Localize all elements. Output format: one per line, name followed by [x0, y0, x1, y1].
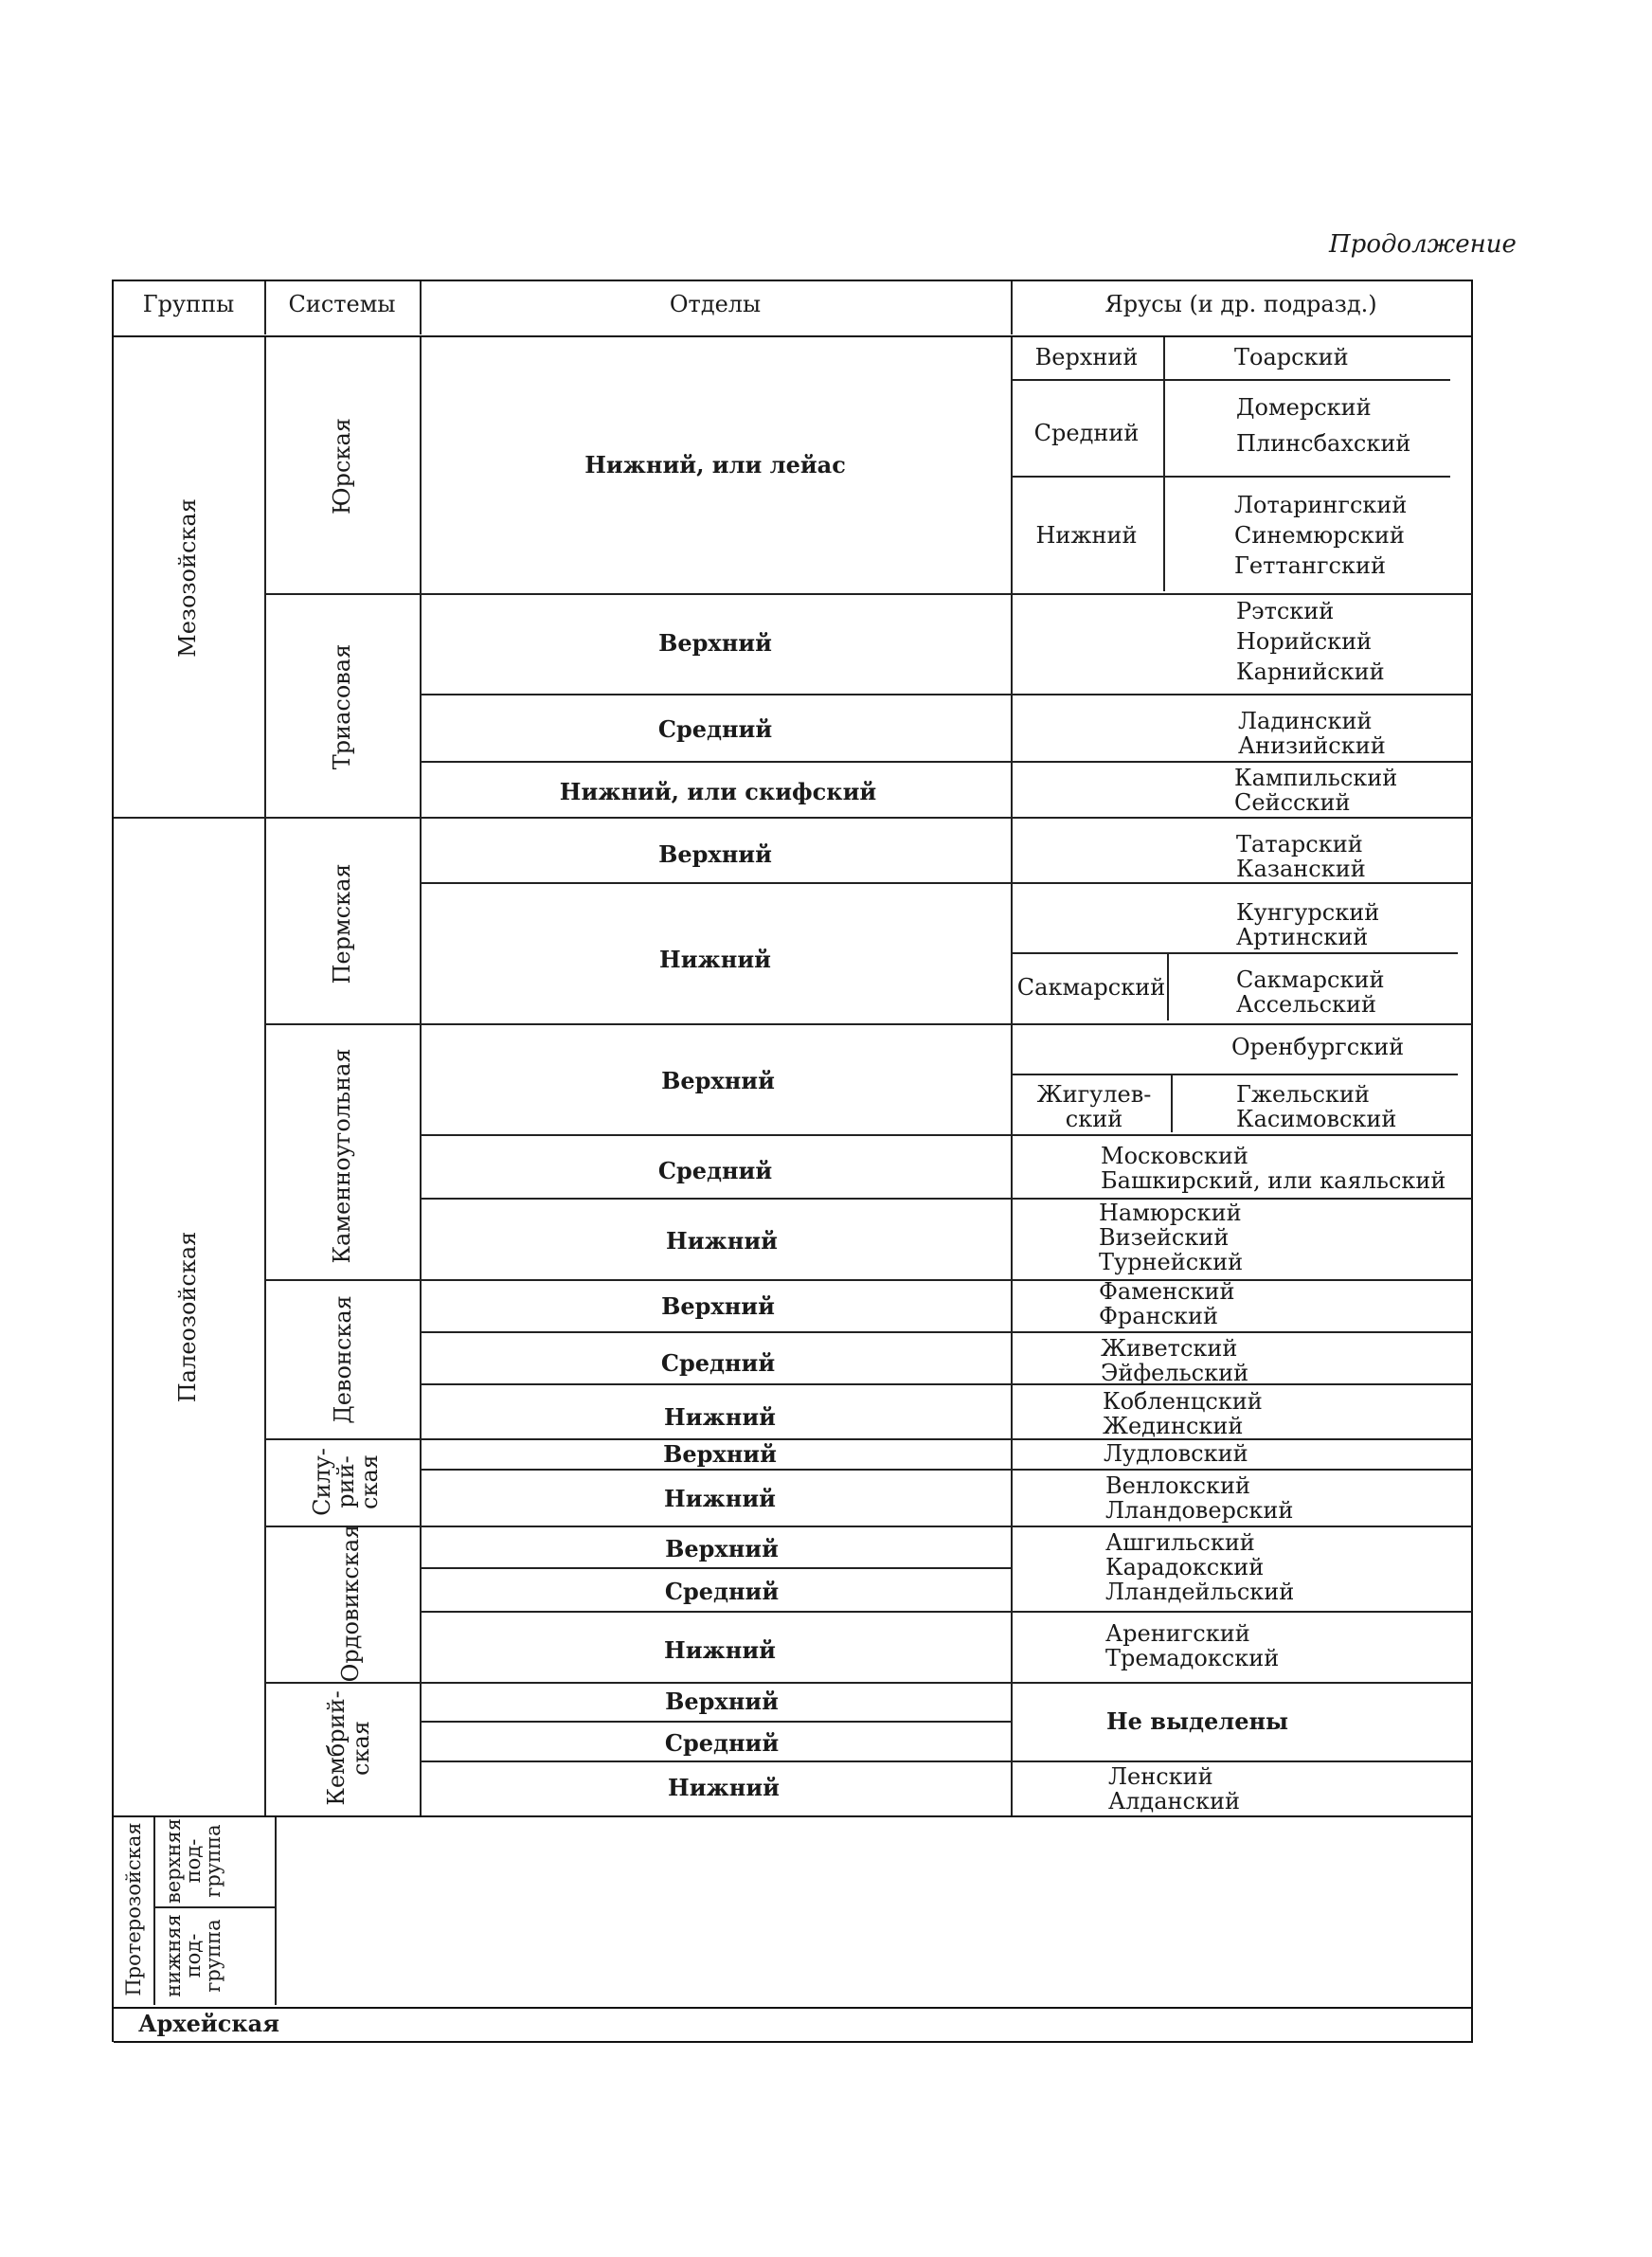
header-sep-3 — [1011, 281, 1013, 334]
silurian-line-3: ская — [356, 1454, 383, 1509]
carbon-div-middle: Средний — [657, 1157, 773, 1184]
proterozoic-col-sep — [275, 1815, 277, 2005]
carbon-stage-bashkirsky: Башкирский, или каяльский — [1101, 1167, 1446, 1194]
triassic-stage-retsky: Рэтский — [1236, 598, 1335, 624]
header-groups: Группы — [142, 291, 235, 317]
jurassic-stage-toarsky: Тоарский — [1234, 344, 1349, 370]
cambr-div-upper: Верхний — [665, 1688, 779, 1715]
jurassic-triassic-divider — [266, 593, 1472, 595]
carbon-row-1 — [422, 1134, 1472, 1136]
triassic-div-upper: Верхний — [658, 629, 772, 657]
table-right-border — [1471, 280, 1473, 2042]
triassic-stage-seyssky: Сейсский — [1234, 789, 1351, 816]
systems-col-sep — [420, 337, 422, 1815]
carbon-stage-namyursky: Намюрский — [1099, 1200, 1242, 1226]
cambrian-line-1: Кембрий- — [323, 1690, 350, 1806]
triassic-stage-noriysky: Норийский — [1236, 628, 1373, 655]
silur-div-upper: Верхний — [663, 1440, 777, 1468]
ordov-stage-tremadoksky: Тремадокский — [1105, 1645, 1280, 1671]
cambr-div-lower: Нижний — [668, 1774, 780, 1801]
ordov-div-lower: Нижний — [664, 1636, 776, 1664]
triassic-stage-kampilsky: Кампильский — [1234, 765, 1398, 791]
cambr-row-2 — [422, 1760, 1472, 1762]
header-sep-1 — [264, 281, 266, 334]
header-sep-2 — [420, 281, 422, 334]
carbon-stage-vizeysky: Визейский — [1099, 1224, 1230, 1251]
silur-stage-ludlovsky: Лудловский — [1104, 1440, 1248, 1467]
permian-sub-sakmarsky: Сакмарский — [1016, 974, 1166, 1001]
carbon-div-upper: Верхний — [661, 1067, 775, 1094]
devon-stage-koblentssky: Кобленцский — [1103, 1388, 1263, 1415]
ordov-stage-karadoksky: Карадокский — [1105, 1554, 1265, 1580]
carbon-stage-turneysky: Турнейский — [1099, 1249, 1244, 1275]
proterozoic-upper-line-2: под- — [182, 1838, 205, 1884]
proterozoic-lower-line-2: под- — [182, 1933, 205, 1978]
carbon-div-lower: Нижний — [666, 1227, 778, 1255]
carbon-stage-moskovsky: Московский — [1101, 1143, 1248, 1169]
header-divisions: Отделы — [669, 291, 762, 317]
proterozoic-upper-line-3: группа — [202, 1824, 224, 1898]
proterozoic-sub-divider — [155, 1906, 275, 1908]
ordov-row-1 — [422, 1567, 1011, 1569]
carbon-devon-divider — [266, 1279, 1472, 1281]
table-bottom-border — [114, 2041, 1473, 2043]
devon-stage-zhivetsky: Живетский — [1101, 1335, 1238, 1362]
jurassic-row-1 — [1013, 379, 1450, 381]
group-mesozoic: Мезозойская — [174, 498, 201, 658]
archean-top-border — [114, 2007, 1473, 2009]
ordov-stage-ashgilsky: Ашгильский — [1105, 1529, 1255, 1556]
triassic-row-1 — [422, 694, 1472, 695]
ordov-row-2 — [422, 1611, 1472, 1613]
permian-stage-kungursky: Кунгурский — [1236, 899, 1380, 926]
carbon-stage-kasimovsky: Касимовский — [1236, 1106, 1397, 1132]
permian-div-upper: Верхний — [658, 840, 772, 868]
carbon-stage-gzhelsky: Гжельский — [1236, 1081, 1370, 1108]
jurassic-sub-lower: Нижний — [1035, 522, 1138, 549]
system-ordovician: Ордовикская — [337, 1524, 364, 1683]
jurassic-sub-sep — [1163, 337, 1165, 591]
jurassic-sub-upper: Верхний — [1034, 344, 1139, 370]
cambr-row-1 — [422, 1721, 1011, 1723]
carbon-sub-sep — [1171, 1075, 1173, 1132]
jurassic-stage-sinemyursky: Синемюрский — [1234, 522, 1405, 549]
devon-stage-zhedinsky: Жединский — [1103, 1413, 1244, 1439]
carbon-row-2 — [422, 1198, 1472, 1200]
group-proterozoic: Протерозойская — [122, 1822, 145, 1996]
silurian-line-1: Силу- — [309, 1448, 335, 1516]
jurassic-stage-domersky: Домерский — [1236, 394, 1372, 421]
cambr-div-middle: Средний — [664, 1729, 780, 1757]
triassic-div-lower: Нижний, или скифский — [559, 778, 877, 805]
devon-div-lower: Нижний — [664, 1403, 776, 1431]
ordov-stage-llandeylsky: Лландейльский — [1105, 1579, 1295, 1605]
jurassic-stage-gettangsky: Геттангский — [1234, 552, 1386, 579]
triassic-stage-karniysky: Карнийский — [1236, 659, 1385, 685]
proterozoic-lower-line-3: группа — [202, 1919, 224, 1993]
permian-stage-tatarsky: Татарский — [1236, 831, 1363, 858]
paleozoic-proterozoic-divider — [114, 1815, 1473, 1817]
permian-sub-row — [1013, 952, 1458, 954]
triassic-div-middle: Средний — [657, 715, 773, 743]
group-archean: Архейская — [138, 2010, 279, 2037]
cambr-stage-aldansky: Алданский — [1108, 1788, 1240, 1815]
proterozoic-upper-line-1: верхняя — [162, 1817, 185, 1905]
devon-row-1 — [422, 1331, 1472, 1333]
system-devonian: Девонская — [330, 1295, 356, 1424]
jurassic-division: Нижний, или лейас — [584, 451, 846, 478]
mesozoic-paleozoic-divider — [114, 817, 1473, 819]
ordov-div-upper: Верхний — [665, 1535, 779, 1562]
devon-div-upper: Верхний — [661, 1292, 775, 1320]
cambrian-line-2: ская — [348, 1721, 374, 1776]
ordov-stage-arenigsky: Аренигский — [1105, 1620, 1250, 1647]
group-paleozoic: Палеозойская — [174, 1231, 201, 1403]
header-stages: Ярусы (и др. подразд.) — [1104, 291, 1377, 317]
jurassic-row-2 — [1013, 476, 1450, 478]
permian-stage-sakmarsky: Сакмарский — [1236, 966, 1385, 993]
groups-col-sep — [264, 337, 266, 1815]
jurassic-stage-lotaringsky: Лотарингский — [1234, 492, 1408, 518]
system-permian: Пермская — [329, 863, 355, 984]
devon-div-middle: Средний — [660, 1349, 776, 1377]
silur-stage-venloksky: Венлокский — [1105, 1472, 1250, 1499]
proterozoic-sub-sep — [153, 1815, 155, 2005]
table-top-border — [112, 280, 1472, 281]
silur-stage-llandoversky: Лландоверский — [1105, 1497, 1294, 1524]
devon-stage-fransky: Франский — [1099, 1303, 1219, 1329]
continuation-label: Продолжение — [1329, 230, 1517, 259]
system-triassic: Триасовая — [329, 643, 355, 770]
carbon-sub-zhigulevsky-line-2: ский — [1065, 1106, 1123, 1132]
cambr-not-distinguished: Не выделены — [1106, 1707, 1289, 1735]
table-left-border — [112, 280, 114, 2042]
permian-sub-sep — [1167, 954, 1169, 1020]
devon-stage-famensky: Фаменский — [1099, 1278, 1235, 1305]
permian-stage-artinsky: Артинский — [1236, 924, 1369, 950]
jurassic-stage-plinsbakhsky: Плинсбахский — [1236, 430, 1411, 457]
carbon-sub-zhigulevsky-line-1: Жигулев- — [1036, 1081, 1152, 1108]
triassic-stage-ladinsky: Ладинский — [1238, 708, 1373, 734]
silurian-line-2: рий- — [332, 1455, 359, 1508]
header-systems: Системы — [288, 291, 396, 317]
permian-stage-asselsky: Ассельский — [1236, 991, 1377, 1018]
permian-div-lower: Нижний — [659, 946, 771, 973]
ordov-cambr-divider — [266, 1682, 1472, 1684]
silur-div-lower: Нижний — [664, 1485, 776, 1512]
devon-row-2 — [422, 1383, 1472, 1385]
permian-carbon-divider — [266, 1023, 1472, 1025]
devon-silur-divider — [266, 1438, 1472, 1440]
jurassic-sub-middle: Средний — [1033, 420, 1140, 446]
carbon-stage-orenburgsky: Оренбургский — [1231, 1034, 1405, 1060]
silur-ordov-divider — [266, 1526, 1472, 1527]
permian-stage-kazansky: Казанский — [1236, 856, 1366, 882]
permian-row-1 — [422, 882, 1472, 884]
devon-stage-eyfelsky: Эйфельский — [1101, 1360, 1249, 1386]
triassic-row-2 — [422, 761, 1472, 763]
divisions-col-sep — [1011, 337, 1013, 1815]
system-jurassic: Юрская — [329, 418, 355, 515]
ordov-div-middle: Средний — [664, 1578, 780, 1605]
triassic-stage-aniziysky: Анизийский — [1238, 732, 1386, 759]
carbon-sub-row — [1013, 1074, 1458, 1075]
cambr-stage-lensky: Ленский — [1108, 1763, 1213, 1790]
header-bottom-border — [114, 335, 1472, 337]
silur-row-1 — [422, 1469, 1472, 1471]
proterozoic-lower-line-1: нижняя — [162, 1914, 185, 1997]
system-carboniferous: Каменноугольная — [329, 1048, 355, 1264]
